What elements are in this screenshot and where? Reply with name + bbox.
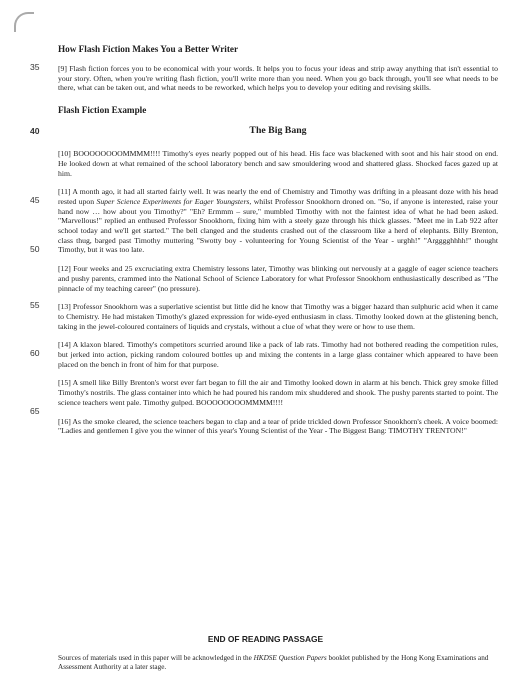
story-title bbox=[30, 125, 498, 137]
section-heading-flash-fiction-benefits: How Flash Fiction Makes You a Better Writer bbox=[58, 44, 239, 54]
paragraph-12 bbox=[58, 264, 498, 293]
paragraph-11-text-a: [11] A month ago, it had all started fairly well. It was nearly the end of Chemistry and Timothy was drifting in a pleasant doze with his head rested upon bbox=[58, 187, 498, 206]
paragraph-9-text: [9] Flash fiction forces you to be economical with your words. It helps you to focus your ideas and strip away anything that isn't essential to your story. Often, when you're writing flash fiction, you'll write more than you need. When you go back through, you'll see what needs to be there, what can be taken out, and what needs to be reworked, which helps you to develop your editing and revising skills. bbox=[58, 64, 498, 93]
book-title-italic: Super Science Experiments for Eager Youngsters bbox=[96, 196, 250, 206]
paragraph-15-text: [15] A smell like Billy Brenton's worst ever fart began to fill the air and Timothy looked down in alarm at his bench. Thick grey smoke filled Timothy's nostrils. The glass container into which he had poured his random mix shuddered and shook. The pushy parents started to point. The science teachers went pale. Timothy gulped. BOOOOOOOOMMMM!!!! bbox=[58, 378, 498, 407]
source-acknowledgement bbox=[58, 654, 503, 672]
paragraph-14-text: [14] A klaxon blared. Timothy's competitors scurried around like a pack of lab rats. Timothy had not bothered reading the competition rules, but jerked into action, picking random coloured bottles up and mixing the contents in a large glass container which appeared to have been placed on the bench in front of him for that purpose. bbox=[58, 340, 498, 369]
line-number-35: 35 bbox=[30, 62, 40, 72]
page-corner-mark bbox=[14, 12, 34, 32]
paragraph-16-text: [16] As the smoke cleared, the science teachers began to clap and a tear of pride trickled down Professor Snookhorn's cheek. A voice boomed: "Ladies and gentlemen I give you the winner of this year's Young Scientist of the Year - The Biggest Bang: TIMOTHY TRENTON!" bbox=[58, 416, 498, 436]
story-title-text: The Big Bang bbox=[249, 125, 307, 137]
paragraph-16 bbox=[58, 417, 498, 436]
paragraph-13-text: [13] Professor Snookhorn was a superlative scientist but little did he know that Timothy was a bigger hazard than sulphuric acid when it came to Chemistry. He had mistaken Timothy's glazed expression for wide-eyed enthusiasm in class. Timothy looked down at the glistening bench, taking in the jewel-coloured containers of liquids and crystals, without a clue of what they were or how to use them. bbox=[58, 302, 498, 331]
line-number-65: 65 bbox=[30, 406, 40, 417]
section-heading-flash-fiction-example: Flash Fiction Example bbox=[58, 105, 147, 116]
paragraph-15 bbox=[30, 378, 498, 417]
reading-passage bbox=[30, 34, 498, 445]
paragraph-14 bbox=[30, 340, 498, 369]
paragraph-9 bbox=[30, 62, 498, 93]
line-number-60: 60 bbox=[30, 348, 40, 359]
line-number-45: 45 bbox=[30, 195, 40, 206]
line-number-50: 50 bbox=[30, 244, 40, 255]
source-text-b: booklet published by the Hong Kong Examinations and Assessment Authority at a later stage. bbox=[58, 654, 489, 672]
paragraph-11-text-b: , whilst Professor Snookhorn droned on. "So, if anyone is interested, raise your hand now … how about you Timothy?" "Eh? Ermmm – sure," mumbled Timothy with not the faintest idea of what he had been asked. "Marvellous!" replied an enthused Professor Snookhorn, fixing him with a steely gaze through his thick glasses. "Meet me in Lab 922 after school today and we'll get started." The bell clanged and the students crashed out of the classroom like a herd of elephants. Billy Brenton, class thug, barged past Timothy muttering "Swotty boy - volunteering for Young Scientist of the Year - urghh!" "Argggghhhh!" thought Timothy, but it was too late. bbox=[58, 196, 498, 255]
line-number-55: 55 bbox=[30, 300, 40, 311]
source-italic: HKDSE Question Papers bbox=[253, 654, 327, 662]
paragraph-10 bbox=[58, 149, 498, 178]
paragraph-10-text: [10] BOOOOOOOOMMMM!!!! Timothy's eyes nearly popped out of his head. His face was blackened with soot and his hair stood on end. He looked down at what remained of the school laboratory bench and saw smouldering wood and shattered glass. Shocked faces gazed up at him. bbox=[58, 149, 498, 178]
line-number-40: 40 bbox=[30, 126, 40, 137]
paragraph-13 bbox=[30, 300, 498, 331]
paragraph-11 bbox=[30, 187, 498, 255]
source-text-a: Sources of materials used in this paper will be acknowledged in the bbox=[58, 654, 254, 662]
end-of-passage-heading: END OF READING PASSAGE bbox=[207, 634, 324, 644]
paragraph-12-text: [12] Four weeks and 25 excruciating extra Chemistry lessons later, Timothy was blinking out nervously at a gaggle of eager science teachers and pushy parents, crammed into the National School of Science Laboratory for what Professor Snookhorn enthusiastically described as "The pinnacle of my teaching career" (no pressure). bbox=[58, 264, 498, 293]
